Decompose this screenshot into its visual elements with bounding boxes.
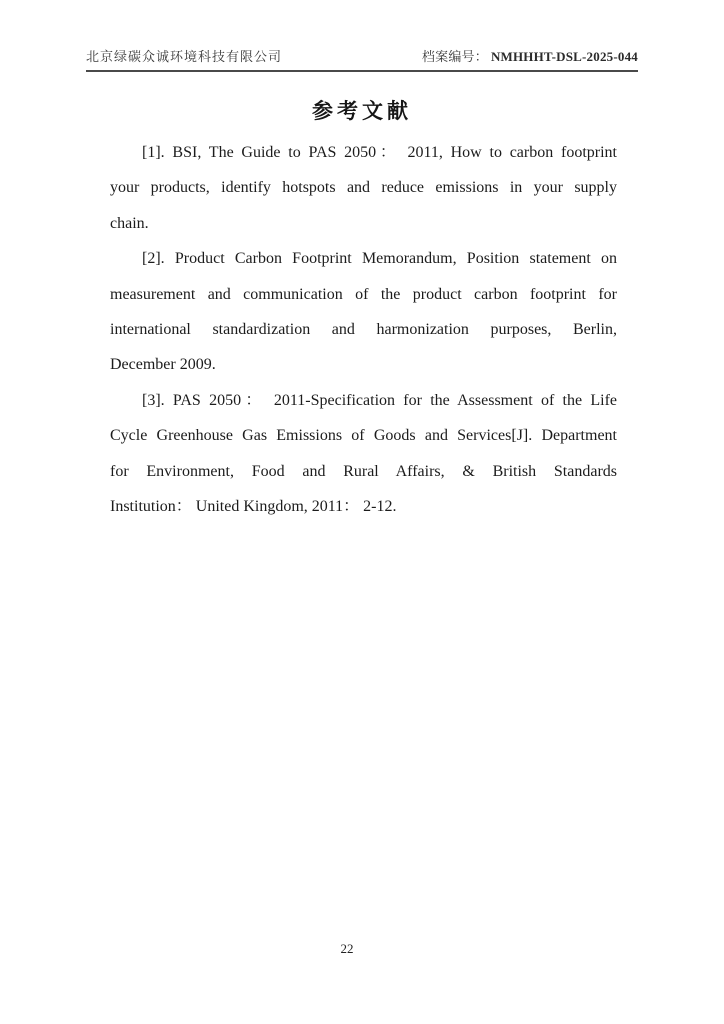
reference-line: measurement and communication of the product carbon footprint for	[110, 285, 617, 303]
doc-number-value: NMHHHT-DSL-2025-044	[490, 49, 638, 64]
reference-line: [3]. PAS 2050： 2011-Specification for the Assessment of the Life	[142, 391, 617, 409]
company-name: 北京绿碳众诚环境科技有限公司	[86, 49, 283, 64]
reference-line: international standardization and harmonization purposes, Berlin,	[110, 321, 617, 339]
references-body	[110, 135, 617, 524]
doc-number-label: 档案编号：	[421, 49, 488, 64]
reference-line: for Environment, Food and Rural Affairs, & British Standards	[110, 462, 617, 480]
doc-number	[422, 46, 638, 65]
reference-item-1	[110, 135, 617, 241]
reference-line: December 2009.	[110, 356, 216, 374]
reference-line: [2]. Product Carbon Footprint Memorandum, Position statement on	[142, 250, 617, 268]
reference-line: [1]. BSI, The Guide to PAS 2050： 2011, How to carbon footprint	[142, 144, 617, 161]
reference-item-2	[110, 241, 617, 383]
reference-line: Cycle Greenhouse Gas Emissions of Goods and Services[J]. Department	[110, 427, 617, 445]
reference-line: Institution： United Kingdom, 2011： 2-12.	[110, 498, 397, 516]
page-header	[86, 46, 638, 72]
reference-item-3	[110, 383, 617, 525]
page-number: 22	[340, 941, 354, 956]
reference-line: chain.	[110, 214, 149, 232]
page-footer	[0, 941, 694, 957]
reference-line: your products, identify hotspots and reduce emissions in your supply	[110, 179, 617, 197]
references-title: 参考文献	[312, 99, 412, 123]
